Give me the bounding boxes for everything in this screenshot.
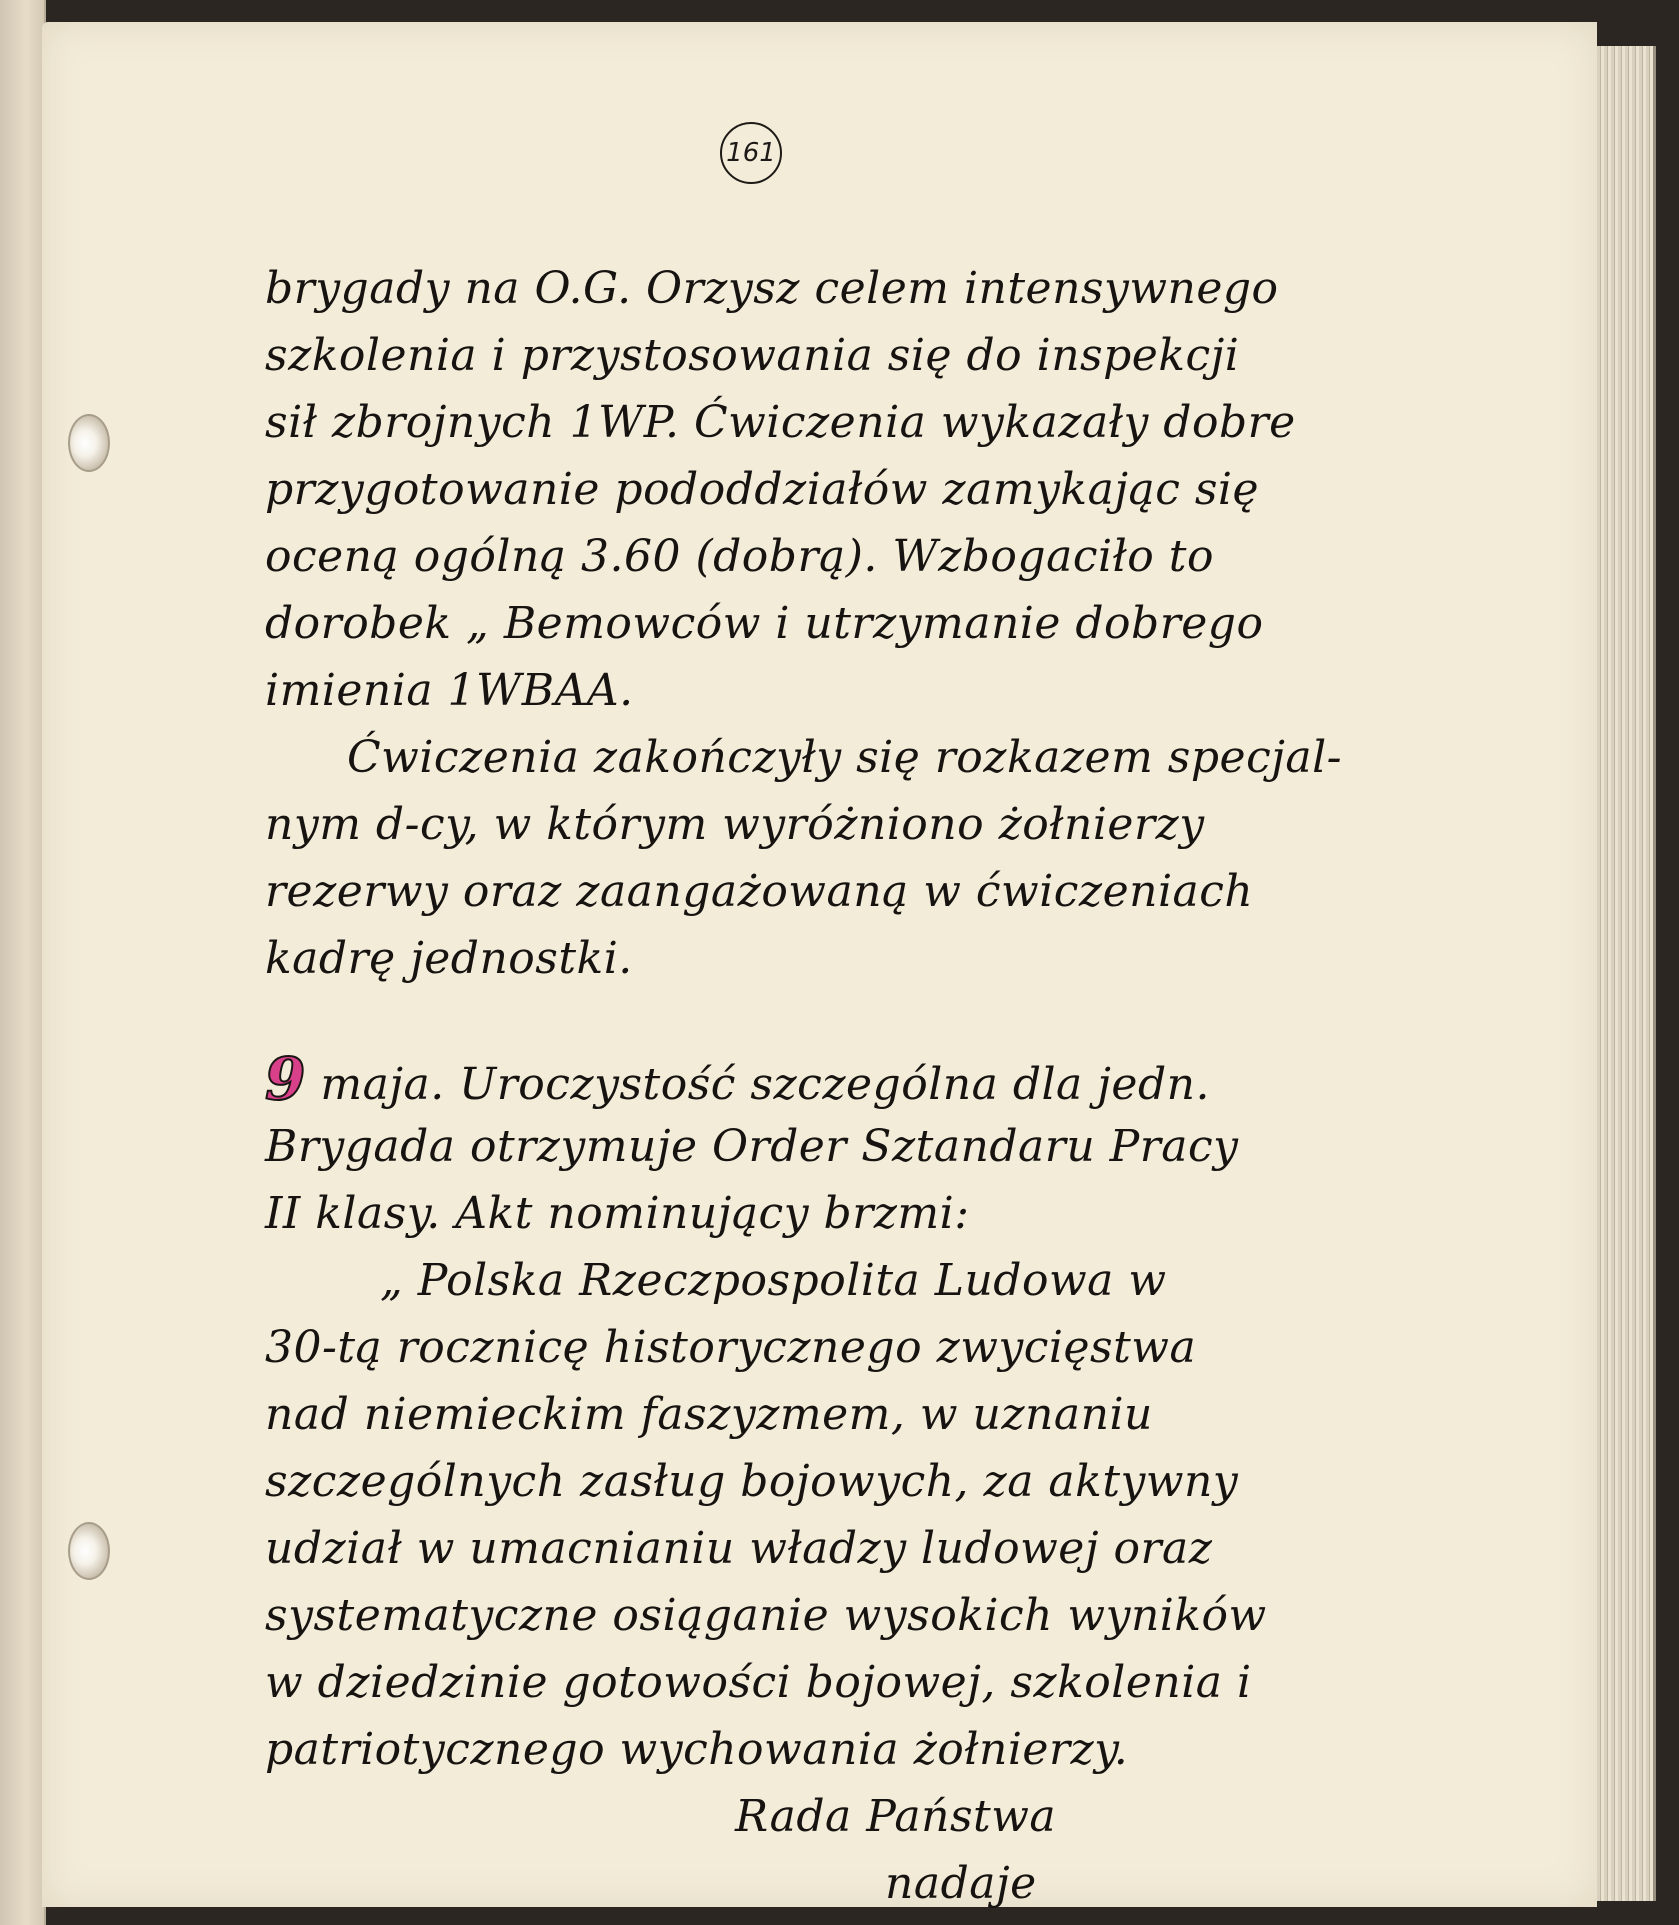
text-line: nym d-cy, w którym wyróżniono żołnierzy [265,799,1205,850]
section-gap [265,992,1500,1046]
drop-cap-day: 9 [265,1045,306,1113]
punch-hole-bottom [68,1522,110,1580]
text-line: sił zbrojnych 1WP. Ćwiczenia wykazały dobre [265,397,1296,448]
quote-line: w dziedzinie gotowości bojowej, szkolenia i [265,1657,1252,1708]
text-line: Brygada otrzymuje Order Sztandaru Pracy [265,1121,1239,1172]
handwritten-text [265,255,1500,1917]
book-spine-edge [0,0,46,1925]
quote-line: systematyczne osiąganie wysokich wyników [265,1590,1267,1641]
punch-hole-top [68,414,110,472]
quote-line: patriotycznego wychowania żołnierzy. [265,1724,1129,1775]
text-line: brygady na O.G. Orzysz celem intensywnego [265,263,1279,314]
text-line: dorobek „ Bemowców i utrzymanie dobrego [265,598,1264,649]
text-line: II klasy. Akt nominujący brzmi: [265,1188,970,1239]
entry-first-line [265,1046,1500,1113]
quote-line: szczególnych zasług bojowych, za aktywny [265,1456,1239,1507]
quote-line: 30-tą rocznicę historycznego zwycięstwa [265,1322,1197,1373]
quote-line: nad niemieckim faszyzmem, w uznaniu [265,1389,1153,1440]
page-number: 161 [720,122,782,184]
text-line: imienia 1WBAA. [265,665,634,716]
text-line: szkolenia i przystosowania się do inspekcji [265,330,1240,381]
text-line: przygotowanie pododdziałów zamykając się [265,464,1260,515]
entry-first-line-text: maja. Uroczystość szczególna dla jedn. [320,1059,1210,1110]
page-stack-edges [1597,46,1656,1901]
quote-line: udział w umacnianiu władzy ludowej oraz [265,1523,1213,1574]
text-line: rezerwy oraz zaangażowaną w ćwiczeniach [265,866,1254,917]
signature-line-1: Rada Państwa [735,1791,1057,1842]
quote-line: „ Polska Rzeczpospolita Ludowa w [380,1255,1167,1306]
text-line: kadrę jednostki. [265,933,633,984]
signature-line-2: nadaje [885,1858,1037,1909]
text-line: oceną ogólną 3.60 (dobrą). Wzbogaciło to [265,531,1214,582]
text-line: Ćwiczenia zakończyły się rozkazem specjal- [347,732,1343,783]
